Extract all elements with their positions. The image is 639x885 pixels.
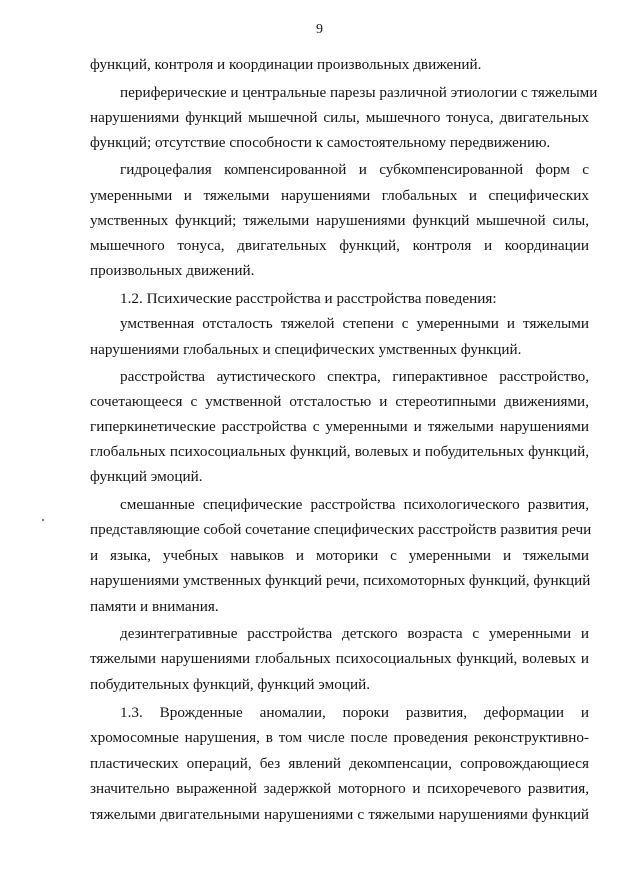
text-line: функций эмоций. (90, 468, 203, 485)
text-line: глобальных психосоциальных функций, волевых и побудительных функций, (90, 443, 589, 460)
text-line: умеренными и тяжелыми нарушениями глобальных и специфических (90, 187, 589, 204)
text-line: памяти и внимания. (90, 598, 219, 615)
text-line: нарушениями глобальных и специфических умственных функций. (90, 341, 522, 358)
text-line: и языка, учебных навыков и моторики с умеренными и тяжелыми (90, 547, 589, 564)
text-line: значительно выраженной задержкой моторного и психоречевого развития, (90, 780, 589, 797)
text-line: тяжелыми нарушениями глобальных психосоциальных функций, волевых и (90, 650, 589, 667)
text-line: расстройства аутистического спектра, гиперактивное расстройство, (120, 368, 589, 385)
text-line: нарушениями умственных функций речи, психомоторных функций, функций (90, 572, 591, 589)
text-line: произвольных движений. (90, 262, 255, 279)
text-line: нарушениями функций мышечной силы, мышечного тонуса, двигательных (90, 109, 589, 126)
text-line: пластических операций, без явлений декомпенсации, сопровождающиеся (90, 755, 589, 772)
text-line: сочетающееся с умственной отсталостью и стереотипными движениями, (90, 393, 589, 410)
text-line: смешанные специфические расстройства психологического развития, (120, 496, 589, 513)
text-line: гидроцефалия компенсированной и субкомпенсированной форм с (120, 161, 589, 178)
text-line: функций, контроля и координации произвольных движений. (90, 56, 482, 73)
text-line: хромосомные нарушения, в том числе после проведения реконструктивно- (90, 729, 589, 746)
text-line: гиперкинетические расстройства с умеренными и тяжелыми нарушениями (90, 418, 589, 435)
text-line: периферические и центральные парезы различной этиологии с тяжелыми (120, 84, 598, 101)
text-line: побудительных функций, функций эмоций. (90, 676, 371, 693)
text-line: дезинтегративные расстройства детского возраста с умеренными и (120, 625, 589, 642)
page-number: 9 (316, 22, 323, 37)
text-line: умственных функций; тяжелыми нарушениями функций мышечной силы, (90, 212, 589, 229)
scan-speck (42, 519, 44, 521)
section-heading: 1.2. Психические расстройства и расстройства поведения: (120, 290, 497, 307)
text-line: функций; отсутствие способности к самостоятельному передвижению. (90, 134, 551, 151)
text-line: умственная отсталость тяжелой степени с умеренными и тяжелыми (120, 315, 589, 332)
text-line: представляющие собой сочетание специфических расстройств развития речи (90, 521, 592, 538)
text-line: мышечного тонуса, двигательных функций, контроля и координации (90, 237, 589, 254)
text-line: тяжелыми двигательными нарушениями с тяжелыми нарушениями функций (90, 806, 589, 823)
section-heading: 1.3. Врожденные аномалии, пороки развития, деформации и (120, 704, 589, 721)
